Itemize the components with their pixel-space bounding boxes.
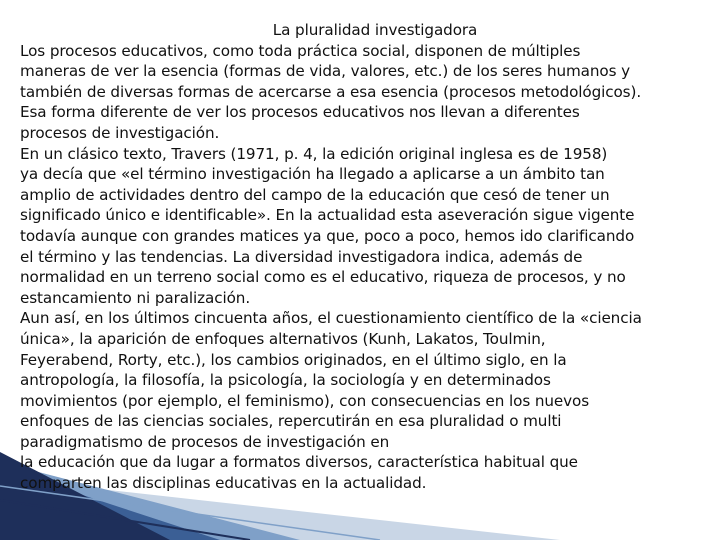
- slide-body: [20, 20, 710, 494]
- body-line: comparten las disciplinas educativas en la actualidad.: [20, 474, 427, 493]
- body-line: el término y las tendencias. La diversidad investigadora indica, además de: [20, 247, 583, 266]
- body-line: Esa forma diferente de ver los procesos educativos nos llevan a diferentes: [20, 103, 580, 122]
- body-line: única», la aparición de enfoques alternativos (Kunh, Lakatos, Toulmin,: [20, 329, 546, 348]
- body-line: maneras de ver la esencia (formas de vida, valores, etc.) de los seres humanos y: [20, 62, 631, 81]
- body-line: Aun así, en los últimos cincuenta años, el cuestionamiento científico de la «ciencia: [20, 309, 642, 328]
- body-line: significado único e identificable». En la actualidad esta aseveración sigue vigente: [20, 206, 635, 225]
- body-line: movimientos (por ejemplo, el feminismo), con consecuencias en los nuevos: [20, 391, 590, 410]
- body-line: también de diversas formas de acercarse a esa esencia (procesos metodológicos).: [20, 82, 642, 101]
- body-line: En un clásico texto, Travers (1971, p. 4, la edición original inglesa es de 1958): [20, 144, 608, 163]
- body-line: estancamiento ni paralización.: [20, 288, 251, 307]
- body-line: Feyerabend, Rorty, etc.), los cambios originados, en el último siglo, en la: [20, 350, 567, 369]
- body-line: paradigmatismo de procesos de investigación en: [20, 432, 390, 451]
- body-line: antropología, la filosofía, la psicología, la sociología y en determinados: [20, 371, 551, 390]
- body-line: procesos de investigación.: [20, 123, 220, 142]
- body-line: la educación que da lugar a formatos diversos, característica habitual que: [20, 453, 578, 472]
- slide-title: La pluralidad investigadora: [272, 21, 478, 39]
- body-line: enfoques de las ciencias sociales, repercutirán en esa pluralidad o multi: [20, 412, 562, 431]
- body-line: amplio de actividades dentro del campo de la educación que cesó de tener un: [20, 185, 610, 204]
- body-line: todavía aunque con grandes matices ya que, poco a poco, hemos ido clarificando: [20, 226, 635, 245]
- body-line: normalidad en un terreno social como es el educativo, riqueza de procesos, y no: [20, 268, 626, 287]
- body-line: Los procesos educativos, como toda práctica social, disponen de múltiples: [20, 41, 581, 60]
- body-line: ya decía que «el término investigación ha llegado a aplicarse a un ámbito tan: [20, 165, 605, 184]
